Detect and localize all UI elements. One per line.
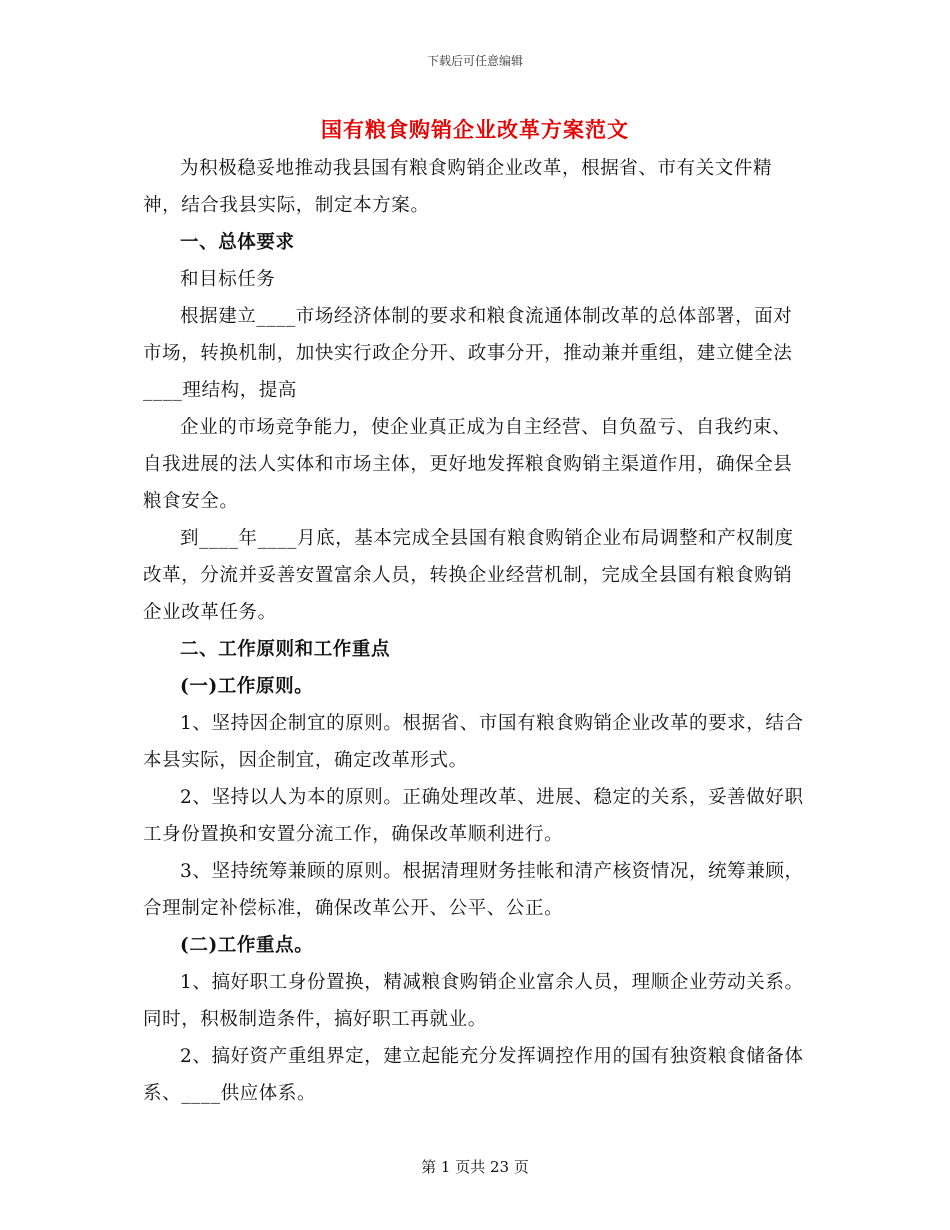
page-header-note: 下载后可任意编辑 bbox=[426, 54, 523, 68]
list-item: 1、搞好职工身份置换，精减粮食购销企业富余人员，理顺企业劳动关系。同时，积极制造条件，搞好职工再就业。 bbox=[143, 972, 804, 1030]
section-heading-2: 二、工作原则和工作重点 bbox=[180, 639, 391, 660]
section-heading-1: 一、总体要求 bbox=[180, 232, 295, 253]
subsection-heading-principles: (一)工作原则。 bbox=[180, 676, 314, 697]
subheading-line: 和目标任务 bbox=[180, 269, 276, 290]
subsection-heading-priorities: (二)工作重点。 bbox=[180, 935, 314, 956]
body-paragraph: 企业的市场竞争能力，使企业真正成为自主经营、自负盈亏、自我约束、自我进展的法人实体和市场主体，更好地发挥粮食购销主渠道作用，确保全县粮食安全。 bbox=[143, 417, 793, 512]
list-item: 2、搞好资产重组界定，建立起能充分发挥调控作用的国有独资粮食储备体系、____供应体系。 bbox=[143, 1046, 804, 1104]
page-number: 第 1 页共 23 页 bbox=[421, 1158, 529, 1176]
document-title: 国有粮食购销企业改革方案范文 bbox=[321, 117, 629, 142]
list-item: 1、坚持因企制宜的原则。根据省、市国有粮食购销企业改革的要求，结合本县实际，因企制宜，确定改革形式。 bbox=[143, 713, 804, 771]
intro-paragraph: 为积极稳妥地推动我县国有粮食购销企业改革，根据省、市有关文件精神，结合我县实际，制定本方案。 bbox=[143, 158, 773, 216]
list-item: 3、坚持统筹兼顾的原则。根据清理财务挂帐和清产核资情况，统筹兼顾，合理制定补偿标准，确保改革公开、公平、公正。 bbox=[143, 861, 804, 919]
list-item: 2、坚持以人为本的原则。正确处理改革、进展、稳定的关系，妥善做好职工身份置换和安置分流工作，确保改革顺利进行。 bbox=[143, 787, 804, 845]
body-paragraph: 根据建立____市场经济体制的要求和粮食流通体制改革的总体部署，面对市场，转换机制，加快实行政企分开、政事分开，推动兼并重组，建立健全法____理结构，提高 bbox=[143, 306, 793, 401]
document-body bbox=[143, 150, 808, 1112]
body-paragraph: 到____年____月底，基本完成全县国有粮食购销企业布局调整和产权制度改革，分流并妥善安置富余人员，转换企业经营机制，完成全县国有粮食购销企业改革任务。 bbox=[143, 528, 794, 623]
